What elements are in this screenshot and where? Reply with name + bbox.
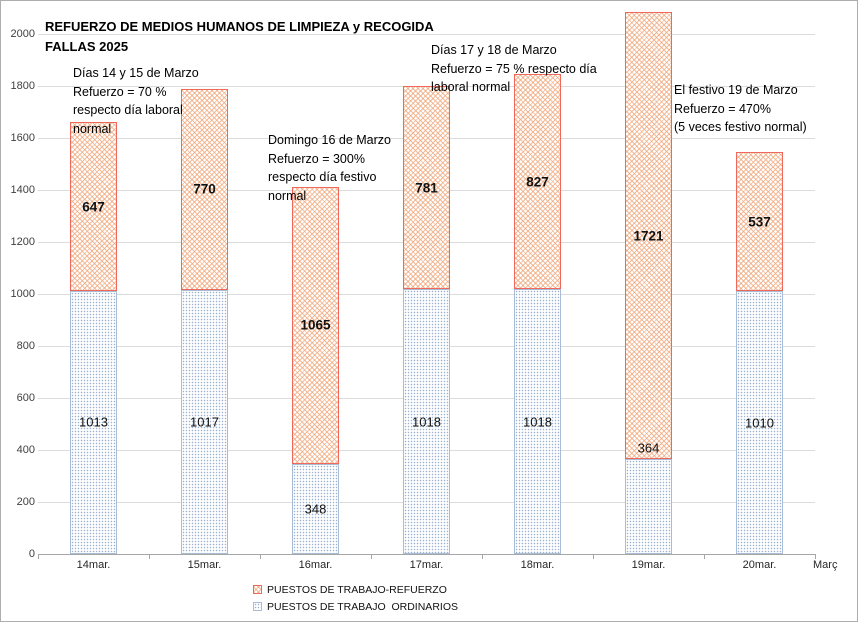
bar-label-refuerzo: 647 xyxy=(82,199,105,214)
annotation-line: Refuerzo = 470% xyxy=(674,101,771,116)
annotation-line: normal xyxy=(268,188,307,203)
annotation-line: (5 veces festivo normal) xyxy=(674,120,807,134)
legend-swatch-ordinarios-icon xyxy=(253,602,262,611)
bar-label-refuerzo: 537 xyxy=(748,214,771,230)
bar-label-refuerzo: 1721 xyxy=(633,228,664,244)
x-axis-tick xyxy=(482,555,483,559)
legend-swatch-refuerzo-icon xyxy=(253,585,262,594)
annotation xyxy=(431,41,597,97)
annotation-line: Días 17 y 18 de Marzo xyxy=(431,43,557,57)
bar-label-refuerzo: 1065 xyxy=(300,317,331,333)
y-axis-tick-label: 400 xyxy=(16,444,35,456)
annotation-line: respecto día festivo xyxy=(268,170,377,184)
x-axis-category-label: 14mar. xyxy=(76,559,111,571)
bar-label-refuerzo: 770 xyxy=(193,181,216,197)
y-axis-tick-label: 2000 xyxy=(10,28,35,40)
x-axis-category-label: 17mar. xyxy=(409,559,444,571)
annotation xyxy=(73,64,199,138)
bar-label-ordinarios: 1017 xyxy=(190,414,219,430)
annotation-line: normal xyxy=(73,121,112,136)
annotation-line: Domingo 16 de Marzo xyxy=(268,133,391,147)
bar-label-ordinarios: 1010 xyxy=(745,415,774,431)
bar-label-ordinarios: 1018 xyxy=(523,414,552,430)
y-axis-tick-label: 800 xyxy=(16,340,35,352)
x-axis-tick xyxy=(38,555,39,559)
x-axis-month-label: Març xyxy=(813,559,838,571)
annotation-line: Refuerzo = 300% xyxy=(268,151,365,166)
y-axis-tick-label: 600 xyxy=(16,392,35,404)
annotation-line: Refuerzo = 70 % xyxy=(73,84,167,99)
y-axis-tick-label: 1200 xyxy=(10,236,35,248)
y-axis-tick-label: 1400 xyxy=(10,184,35,196)
bar-label-ordinarios: 1018 xyxy=(412,414,441,430)
legend-item-refuerzo xyxy=(253,581,458,598)
bar-label-refuerzo: 827 xyxy=(526,174,549,190)
x-axis-tick xyxy=(593,555,594,559)
y-axis-tick-label: 0 xyxy=(28,548,35,560)
x-axis-tick xyxy=(704,555,705,559)
x-axis-tick xyxy=(149,555,150,559)
x-axis-tick xyxy=(260,555,261,559)
y-axis-tick-label: 200 xyxy=(16,496,35,508)
x-axis-category-label: 19mar. xyxy=(631,559,666,571)
annotation xyxy=(674,81,807,137)
annotation-line: laboral normal xyxy=(431,80,511,94)
annotation-line: El festivo 19 de Marzo xyxy=(674,83,798,97)
bar-label-ordinarios: 1013 xyxy=(79,414,108,430)
annotation-line: Refuerzo = 75 % respecto día xyxy=(431,61,597,76)
gridline xyxy=(38,34,815,35)
x-axis-category-label: 15mar. xyxy=(187,559,222,571)
x-axis-tick xyxy=(371,555,372,559)
bar-label-ordinarios: 364 xyxy=(637,440,660,456)
bar-segment-ordinarios xyxy=(625,459,672,554)
annotation-line: Días 14 y 15 de Marzo xyxy=(73,66,199,80)
x-axis-category-label: 20mar. xyxy=(742,559,777,571)
annotation xyxy=(268,131,391,205)
bar-label-refuerzo: 781 xyxy=(415,180,438,196)
legend xyxy=(253,581,458,615)
annotation-line: respecto día laboral xyxy=(73,103,183,117)
chart-title-line1: REFUERZO DE MEDIOS HUMANOS DE LIMPIEZA y RECOGIDA xyxy=(45,19,434,34)
plot-area xyxy=(1,1,858,622)
legend-label-ordinarios: PUESTOS DE TRABAJO ORDINARIOS xyxy=(267,600,458,613)
x-axis-line xyxy=(38,554,816,555)
legend-item-ordinarios xyxy=(253,598,458,615)
legend-label-refuerzo: PUESTOS DE TRABAJO-REFUERZO xyxy=(267,583,447,596)
chart-title-line2: FALLAS 2025 xyxy=(45,39,129,54)
y-axis-tick-label: 1000 xyxy=(10,288,35,300)
y-axis-tick-label: 1600 xyxy=(10,132,35,144)
x-axis-category-label: 16mar. xyxy=(298,559,333,571)
x-axis-category-label: 18mar. xyxy=(520,559,555,571)
y-axis-tick-label: 1800 xyxy=(10,80,35,92)
bar-label-ordinarios: 348 xyxy=(304,501,327,517)
